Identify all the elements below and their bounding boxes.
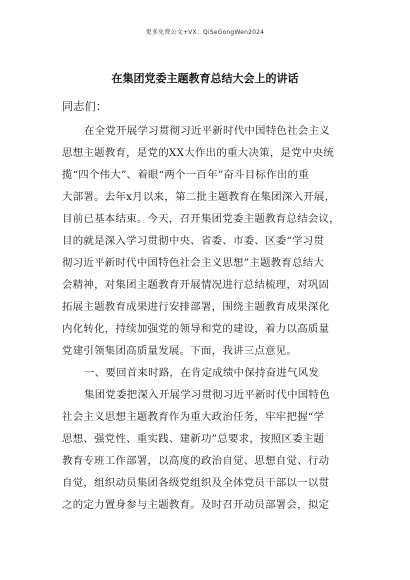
document-body: [62, 96, 354, 516]
body-line: 思想主题教育，是党的XX大作出的重大决策，是党中央统: [62, 147, 334, 159]
body-line: 会精神，对集团主题教育开展情况进行总结梳理，对巩固: [62, 279, 330, 291]
body-line: 在全党开展学习贯彻习近平新时代中国特色社会主义: [84, 125, 330, 137]
body-line: 目前已基本结束。今天，召开集团党委主题教育总结会议，: [62, 213, 340, 225]
body-line: 拓展主题教育成果进行安排部署，围绕主题教育成果深化: [62, 301, 330, 313]
body-line: 目的就是深入学习贯彻中央、省委、市委、区委“学习贯: [62, 235, 325, 247]
body-line: 内化转化，持续加强党的领导和党的建设，着力以高质量: [62, 323, 330, 335]
body-line: 自觉，组织动员集团各级党组织及全体党员干部以一以贯: [62, 477, 330, 489]
body-line: 教育专班工作部署，以高度的政治自觉、思想自觉、行动: [62, 455, 330, 467]
body-line: 揽“四个伟大”、着眼“两个一百年”奋斗目标作出的重: [62, 169, 309, 181]
body-line: 彻习近平新时代中国特色社会主义思想”主题教育总结大: [62, 257, 325, 269]
body-line: 集团党委把深入开展学习贯彻习近平新时代中国特色: [84, 389, 330, 401]
body-line: 社会主义思想主题教育作为重大政治任务，牢牢把握“学: [62, 411, 325, 423]
body-line: 党建引领集团高质量发展。下面，我讲三点意见。: [62, 345, 298, 357]
document-title: 在集团党委主题教育总结大会上的讲话: [111, 72, 299, 85]
header-note: 更多免费公文+VX：QiSeGongWen2024: [145, 29, 265, 36]
body-line: 大部署。去年x月以来，第二批主题教育在集团深入开展，: [62, 191, 336, 203]
salutation: 同志们：: [62, 100, 108, 113]
section-heading: 一、要回首来时路，在肯定成绩中保持奋进气风发: [84, 367, 320, 379]
body-line: 思想、强党性、重实践、建新功”总要求，按照区委主题: [62, 433, 325, 445]
body-line: 之的定力置身参与主题教育。及时召开动员部署会，拟定: [62, 499, 330, 511]
